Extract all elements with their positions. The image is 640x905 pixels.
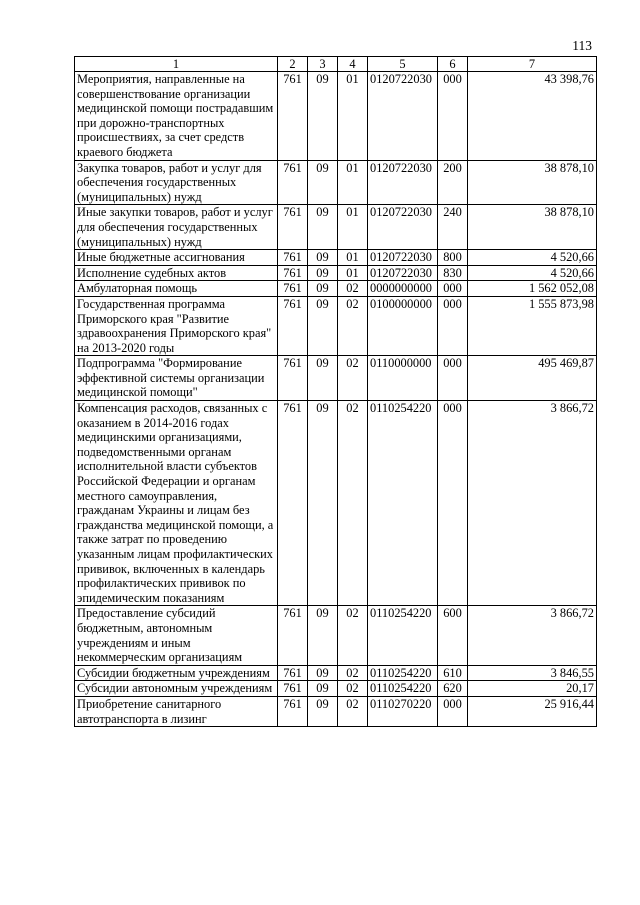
row-pr: 02 bbox=[338, 665, 368, 681]
row-csr: 0110254220 bbox=[368, 401, 438, 606]
header-col-3: 3 bbox=[308, 57, 338, 72]
row-sum: 3 866,72 bbox=[468, 401, 597, 606]
row-sum: 1 562 052,08 bbox=[468, 281, 597, 297]
row-name: Субсидии бюджетным учреждениям bbox=[75, 665, 278, 681]
row-grbs: 761 bbox=[278, 401, 308, 606]
row-grbs: 761 bbox=[278, 665, 308, 681]
row-name: Подпрограмма "Формирование эффективной системы организации медицинской помощи" bbox=[75, 356, 278, 401]
row-sum: 3 846,55 bbox=[468, 665, 597, 681]
table-row bbox=[75, 72, 597, 161]
header-col-5: 5 bbox=[368, 57, 438, 72]
row-name: Закупка товаров, работ и услуг для обеспечения государственных (муниципальных) нужд bbox=[75, 160, 278, 205]
row-sum: 43 398,76 bbox=[468, 72, 597, 161]
row-grbs: 761 bbox=[278, 250, 308, 266]
row-rz: 09 bbox=[308, 250, 338, 266]
row-vr: 000 bbox=[438, 401, 468, 606]
table-body bbox=[75, 72, 597, 727]
row-sum: 495 469,87 bbox=[468, 356, 597, 401]
table-row bbox=[75, 296, 597, 355]
row-vr: 000 bbox=[438, 296, 468, 355]
row-rz: 09 bbox=[308, 160, 338, 205]
row-rz: 09 bbox=[308, 205, 338, 250]
row-sum: 4 520,66 bbox=[468, 265, 597, 281]
row-vr: 000 bbox=[438, 72, 468, 161]
row-name: Мероприятия, направленные на совершенствование организации медицинской помощи пострадавшим при дорожно-транспортных происшествиях, за счет средств краевого бюджета bbox=[75, 72, 278, 161]
row-vr: 800 bbox=[438, 250, 468, 266]
row-vr: 200 bbox=[438, 160, 468, 205]
row-rz: 09 bbox=[308, 401, 338, 606]
table-row bbox=[75, 265, 597, 281]
row-grbs: 761 bbox=[278, 265, 308, 281]
row-pr: 02 bbox=[338, 281, 368, 297]
row-rz: 09 bbox=[308, 696, 338, 726]
row-csr: 0110254220 bbox=[368, 606, 438, 665]
row-grbs: 761 bbox=[278, 681, 308, 697]
row-grbs: 761 bbox=[278, 160, 308, 205]
row-vr: 240 bbox=[438, 205, 468, 250]
row-grbs: 761 bbox=[278, 696, 308, 726]
row-rz: 09 bbox=[308, 72, 338, 161]
header-col-7: 7 bbox=[468, 57, 597, 72]
row-grbs: 761 bbox=[278, 356, 308, 401]
header-col-1: 1 bbox=[75, 57, 278, 72]
row-sum: 1 555 873,98 bbox=[468, 296, 597, 355]
row-name: Исполнение судебных актов bbox=[75, 265, 278, 281]
row-vr: 620 bbox=[438, 681, 468, 697]
row-vr: 830 bbox=[438, 265, 468, 281]
row-pr: 02 bbox=[338, 606, 368, 665]
row-grbs: 761 bbox=[278, 606, 308, 665]
row-grbs: 761 bbox=[278, 296, 308, 355]
table-row bbox=[75, 250, 597, 266]
header-col-6: 6 bbox=[438, 57, 468, 72]
row-csr: 0110254220 bbox=[368, 665, 438, 681]
table-row bbox=[75, 160, 597, 205]
row-csr: 0100000000 bbox=[368, 296, 438, 355]
table-row bbox=[75, 401, 597, 606]
row-pr: 02 bbox=[338, 296, 368, 355]
table-header bbox=[75, 57, 597, 72]
row-name: Субсидии автономным учреждениям bbox=[75, 681, 278, 697]
table-row bbox=[75, 696, 597, 726]
row-sum: 3 866,72 bbox=[468, 606, 597, 665]
row-pr: 01 bbox=[338, 250, 368, 266]
row-grbs: 761 bbox=[278, 72, 308, 161]
table-row bbox=[75, 665, 597, 681]
table-row bbox=[75, 681, 597, 697]
table-row bbox=[75, 205, 597, 250]
row-pr: 01 bbox=[338, 72, 368, 161]
row-rz: 09 bbox=[308, 265, 338, 281]
row-pr: 01 bbox=[338, 160, 368, 205]
row-pr: 02 bbox=[338, 681, 368, 697]
row-csr: 0110254220 bbox=[368, 681, 438, 697]
row-sum: 38 878,10 bbox=[468, 205, 597, 250]
row-vr: 600 bbox=[438, 606, 468, 665]
table-row bbox=[75, 356, 597, 401]
header-col-2: 2 bbox=[278, 57, 308, 72]
row-csr: 0000000000 bbox=[368, 281, 438, 297]
row-csr: 0120722030 bbox=[368, 265, 438, 281]
row-csr: 0110270220 bbox=[368, 696, 438, 726]
row-vr: 000 bbox=[438, 696, 468, 726]
row-name: Амбулаторная помощь bbox=[75, 281, 278, 297]
row-sum: 4 520,66 bbox=[468, 250, 597, 266]
row-csr: 0120722030 bbox=[368, 205, 438, 250]
row-rz: 09 bbox=[308, 296, 338, 355]
row-name: Иные закупки товаров, работ и услуг для обеспечения государственных (муниципальных) нужд bbox=[75, 205, 278, 250]
table-row bbox=[75, 281, 597, 297]
row-vr: 000 bbox=[438, 356, 468, 401]
row-rz: 09 bbox=[308, 681, 338, 697]
header-row bbox=[75, 57, 597, 72]
row-sum: 20,17 bbox=[468, 681, 597, 697]
row-sum: 25 916,44 bbox=[468, 696, 597, 726]
row-csr: 0120722030 bbox=[368, 250, 438, 266]
budget-table bbox=[74, 56, 597, 727]
row-rz: 09 bbox=[308, 606, 338, 665]
row-grbs: 761 bbox=[278, 205, 308, 250]
row-name: Государственная программа Приморского края "Развитие здравоохранения Приморского края" на 2013-2020 годы bbox=[75, 296, 278, 355]
row-grbs: 761 bbox=[278, 281, 308, 297]
row-name: Приобретение санитарного автотранспорта в лизинг bbox=[75, 696, 278, 726]
row-name: Компенсация расходов, связанных с оказанием в 2014-2016 годах медицинскими организациями, подведомственными органам исполнительной власти субъектов Российской Федерации и органам местного самоуправления, гражданам Украины и лицам без гражданства медицинской помощи, а также затрат по проведению указанным лицам профилактических прививок, включенных в календарь профилактических прививок по эпидемическим показаниям bbox=[75, 401, 278, 606]
row-rz: 09 bbox=[308, 356, 338, 401]
page-number: 113 bbox=[572, 38, 592, 53]
row-pr: 01 bbox=[338, 205, 368, 250]
row-vr: 610 bbox=[438, 665, 468, 681]
header-col-4: 4 bbox=[338, 57, 368, 72]
row-name: Иные бюджетные ассигнования bbox=[75, 250, 278, 266]
table-row bbox=[75, 606, 597, 665]
row-csr: 0120722030 bbox=[368, 72, 438, 161]
row-csr: 0120722030 bbox=[368, 160, 438, 205]
row-sum: 38 878,10 bbox=[468, 160, 597, 205]
row-rz: 09 bbox=[308, 281, 338, 297]
row-rz: 09 bbox=[308, 665, 338, 681]
row-pr: 02 bbox=[338, 401, 368, 606]
row-csr: 0110000000 bbox=[368, 356, 438, 401]
row-pr: 02 bbox=[338, 696, 368, 726]
row-vr: 000 bbox=[438, 281, 468, 297]
row-pr: 02 bbox=[338, 356, 368, 401]
row-name: Предоставление субсидий бюджетным, автономным учреждениям и иным некоммерческим организациям bbox=[75, 606, 278, 665]
row-pr: 01 bbox=[338, 265, 368, 281]
